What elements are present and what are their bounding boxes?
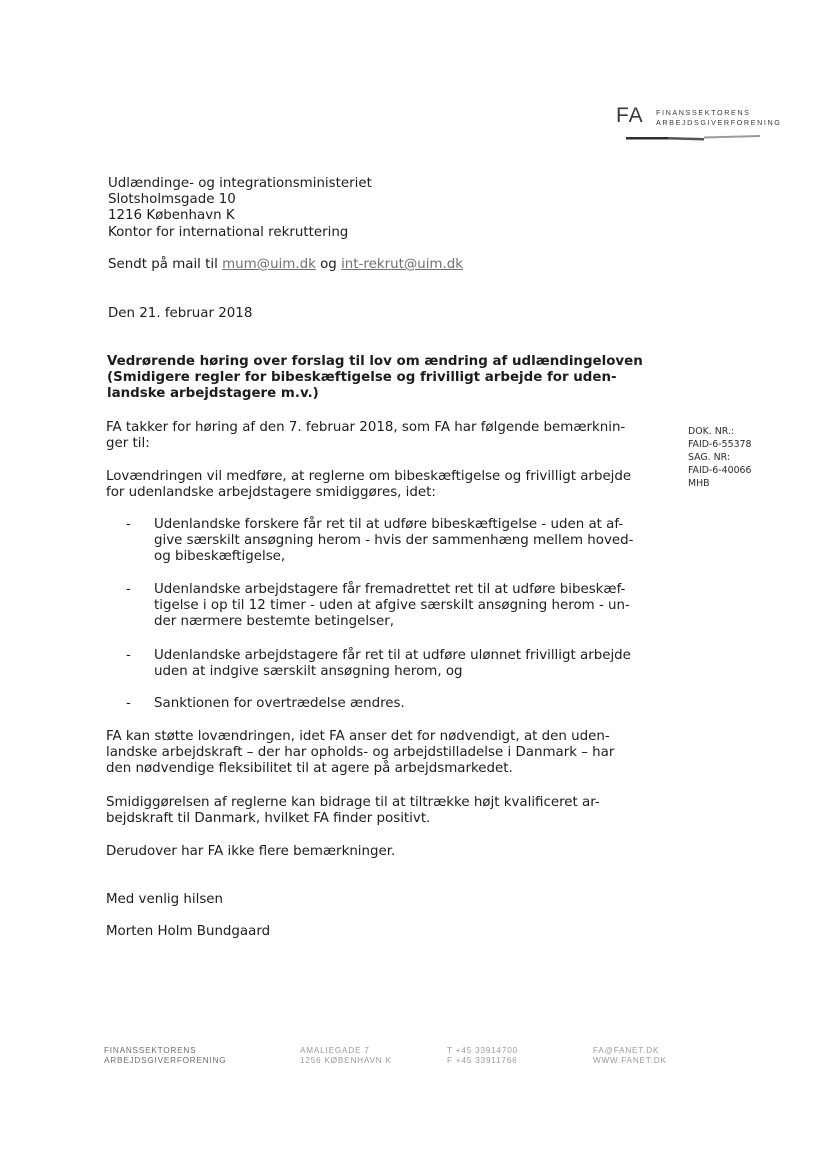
recipient-line-2: Slotsholmsgade 10 (108, 192, 236, 207)
bullet-item-3 (154, 648, 631, 680)
para1-line-1: Lovændringen vil medføre, at reglerne om bibeskæftigelse og frivilligt arbejde (106, 469, 632, 484)
para3-line-1: Smidiggørelsen af reglerne kan bidrage til at tiltrække højt kvalificeret ar- (106, 795, 600, 810)
footer-address-line-1: AMALIEGADE 7 (300, 1046, 370, 1055)
footer-org-line-2: ARBEJDSGIVERFORENING (104, 1056, 227, 1065)
bullet1-line-3: og bibeskæftigelse, (154, 549, 286, 564)
recipient-line-3: 1216 København K (108, 208, 235, 223)
heading-line-2: (Smidigere regler for bibeskæftigelse og frivilligt arbejde for uden- (107, 370, 617, 385)
recipient-line-1: Udlændinge- og integrationsministeriet (108, 176, 372, 191)
para2-line-3: den nødvendige fleksibilitet til at agere på arbejdsmarkedet. (106, 761, 513, 776)
bullet2-line-3: der nærmere bestemte betingelser, (154, 614, 395, 629)
sent-middle: og (320, 257, 337, 272)
sag-nr-value: FAID-6-40066 (688, 465, 752, 476)
intro-line-2: ger til: (106, 436, 150, 451)
para2-line-1: FA kan støtte lovændringen, idet FA anser det for nødvendigt, at den uden- (106, 729, 610, 744)
bullet-marker-2: - (126, 582, 131, 597)
bullet-marker-4: - (126, 696, 131, 711)
logo-line-2: ARBEJDSGIVERFORENING (656, 118, 782, 127)
bullet-item-1 (154, 517, 633, 565)
paragraph-3 (106, 795, 600, 827)
letter-date: Den 21. februar 2018 (108, 306, 253, 321)
intro-line-1: FA takker for høring af den 7. februar 2018, som FA har følgende bemærknin- (106, 420, 626, 435)
bullet1-line-2: give særskilt ansøgning herom - hvis der sammenhæng mellem hoved- (154, 533, 634, 548)
email-link-2[interactable]: int-rekrut@uim.dk (341, 257, 463, 272)
intro-paragraph (106, 420, 625, 452)
footer-fax-line: F +45 33911766 (447, 1056, 518, 1065)
initials: MHB (688, 478, 710, 489)
paragraph-2 (106, 729, 614, 777)
footer-website[interactable]: WWW.FANET.DK (593, 1056, 667, 1065)
footer-web (593, 1046, 667, 1066)
signature-name: Morten Holm Bundgaard (106, 924, 271, 939)
footer-email[interactable]: FA@FANET.DK (593, 1046, 660, 1055)
footer-org (104, 1046, 226, 1066)
email-link-1[interactable]: mum@uim.dk (222, 257, 316, 272)
paragraph-4: Derudover har FA ikke flere bemærkninger. (106, 844, 396, 859)
bullet3-line-2: uden at indgive særskilt ansøgning herom, og (154, 664, 463, 679)
sent-prefix: Sendt på mail til (108, 257, 218, 272)
footer-address-line-2: 1256 KØBENHAVN K (300, 1056, 392, 1065)
bullet4-line-1: Sanktionen for overtrædelse ændres. (154, 696, 405, 711)
heading-line-1: Vedrørende høring over forslag til lov om ændring af udlændingeloven (107, 354, 643, 369)
bullet3-line-1: Udenlandske arbejdstagere får ret til at udføre ulønnet frivilligt arbejde (154, 648, 631, 663)
subject-heading (107, 354, 643, 402)
bullet2-line-2: tigelse i op til 12 timer - uden at afgive særskilt ansøgning herom - un- (154, 598, 630, 613)
sag-nr-label: SAG. NR: (688, 452, 730, 463)
fa-logo (616, 104, 782, 148)
reference-sidebar (688, 425, 751, 490)
heading-line-3: landske arbejdstagere m.v.) (107, 386, 319, 401)
bullet-marker-1: - (126, 517, 131, 532)
footer-phone (447, 1046, 518, 1066)
para3-line-2: bejdskraft til Danmark, hvilket FA finder positivt. (106, 811, 431, 826)
bullet-item-2 (154, 582, 630, 630)
bullet1-line-1: Udenlandske forskere får ret til at udføre bibeskæftigelse - uden at af- (154, 517, 624, 532)
paragraph-1 (106, 469, 631, 501)
closing-greeting: Med venlig hilsen (106, 892, 224, 907)
doc-nr-value: FAID-6-55378 (688, 439, 752, 450)
para1-line-2: for udenlandske arbejdstagere smidiggøres, idet: (106, 485, 436, 500)
logo-bars-graphic (626, 135, 776, 143)
footer-org-line-1: FINANSSEKTORENS (104, 1046, 197, 1055)
sent-line (108, 257, 463, 273)
logo-mark: FA (616, 104, 644, 127)
footer-phone-line: T +45 33914700 (447, 1046, 518, 1055)
bullet-marker-3: - (126, 648, 131, 663)
footer-address (300, 1046, 392, 1066)
logo-line-1: FINANSSEKTORENS (656, 108, 751, 117)
recipient-line-4: Kontor for international rekruttering (108, 225, 349, 240)
bullet-item-4 (154, 696, 405, 712)
para2-line-2: landske arbejdskraft – der har opholds- og arbejdstilladelse i Danmark – har (106, 745, 615, 760)
bullet2-line-1: Udenlandske arbejdstagere får fremadrettet ret til at udføre bibeskæf- (154, 582, 626, 597)
doc-nr-label: DOK. NR.: (688, 426, 735, 437)
